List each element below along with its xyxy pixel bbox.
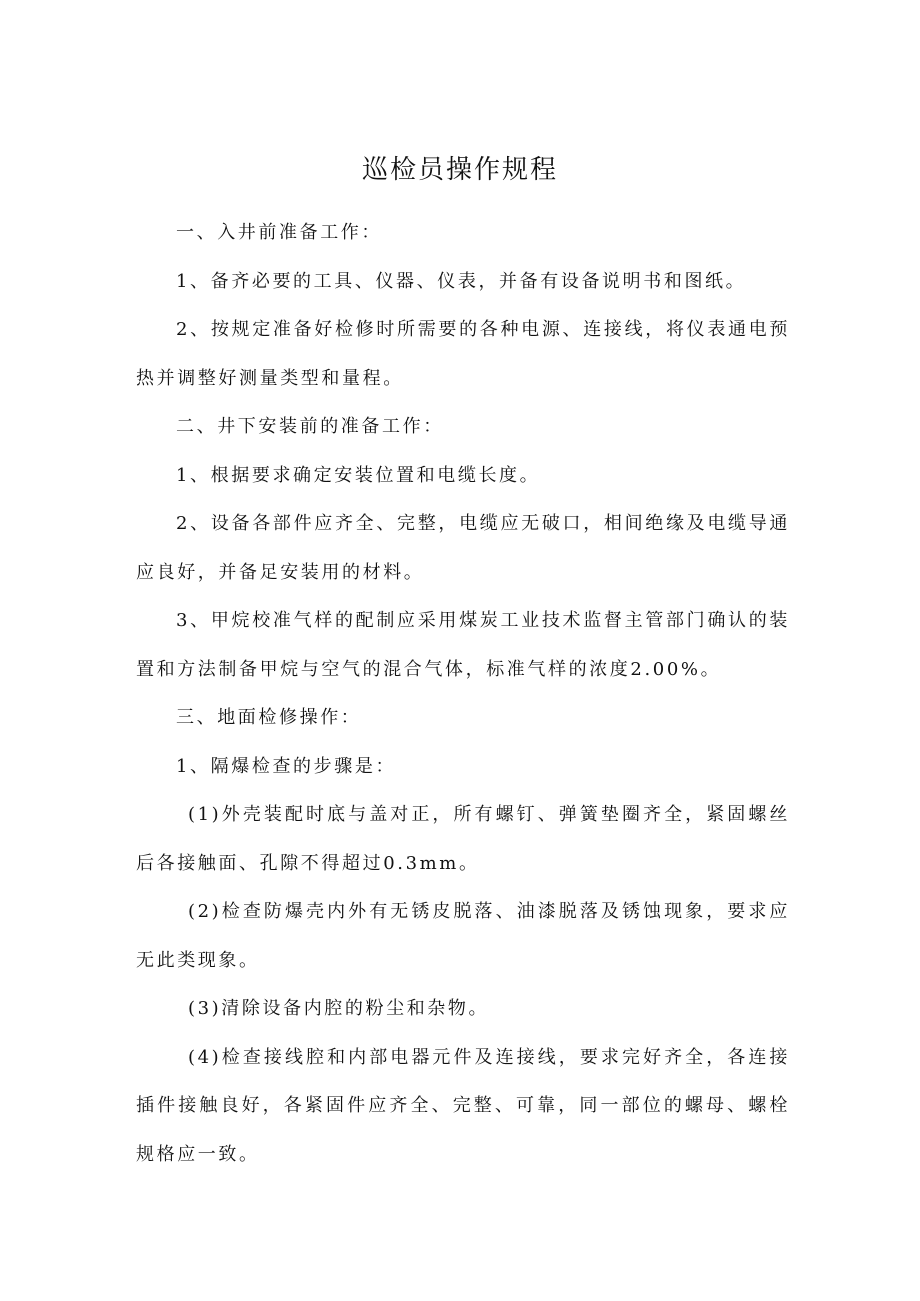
sub-item: (3)清除设备内腔的粉尘和杂物。 (188, 998, 490, 1019)
paragraph: 2、按规定准备好检修时所需要的各种电源、连接线，将仪表通电预热并调整好测量类型和量程。 (136, 319, 790, 389)
sub-item: (2)检查防爆壳内外有无锈皮脱落、油漆脱落及锈蚀现象，要求应无此类现象。 (136, 901, 790, 971)
section-heading: 一、入井前准备工作： (176, 222, 382, 243)
paragraph: 1、备齐必要的工具、仪器、仪表，并备有设备说明书和图纸。 (176, 270, 747, 292)
paragraph: 2、设备各部件应齐全、完整，电缆应无破口，相间绝缘及电缆导通应良好，并备足安装用的材料。 (136, 513, 790, 583)
sub-item: (1)外壳装配时底与盖对正，所有螺钉、弹簧垫圈齐全，紧固螺丝后各接触面、孔隙不得超过0.3mm。 (136, 804, 790, 874)
page-title: 巡检员操作规程 (361, 155, 558, 185)
paragraph: 3、甲烷校准气样的配制应采用煤炭工业技术监督主管部门确认的装置和方法制备甲烷与空气的混合气体，标准气样的浓度2.00%。 (136, 610, 790, 680)
paragraph: 1、隔爆检查的步骤是： (176, 755, 397, 777)
section-heading: 二、井下安装前的准备工作： (176, 416, 444, 437)
section-heading: 三、地面检修操作： (176, 707, 362, 728)
sub-item: (4)检查接线腔和内部电器元件及连接线，要求完好齐全，各连接插件接触良好，各紧固件应齐全、完整、可靠，同一部位的螺母、螺栓规格应一致。 (136, 1046, 790, 1165)
document-body (136, 209, 790, 1179)
paragraph: 1、根据要求确定安装位置和电缆长度。 (176, 464, 541, 486)
